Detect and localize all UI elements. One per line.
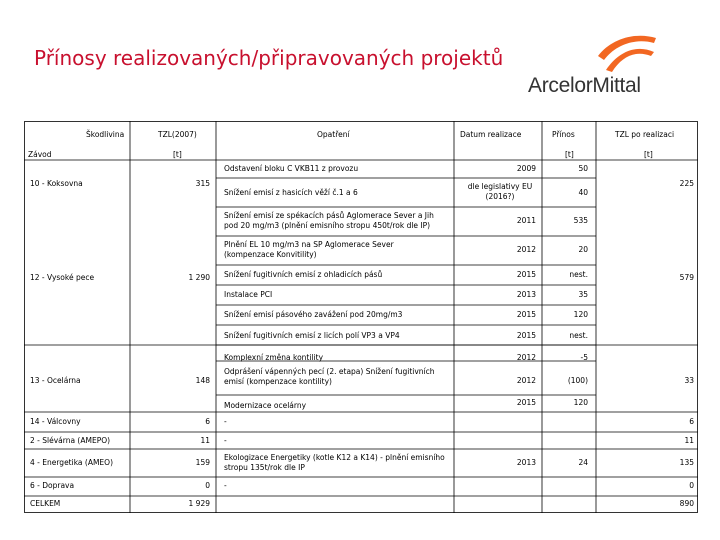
measure-date: 2015 [516,398,536,407]
measure-benefit: 120 [573,398,588,407]
measure-text: Modernizace ocelárny [224,401,307,410]
header-pollutant: Škodlivina [86,130,125,139]
plant-tzl-after: 135 [679,458,694,467]
header-measure: Opatření [317,130,350,139]
measure-date: dle legislativy EU (2016?) [467,182,533,201]
measure-benefit: 20 [578,245,588,254]
measure-date: 2013 [516,290,536,299]
measure-benefit: 535 [573,216,588,225]
measure-benefit: 24 [578,458,588,467]
measure-text: Plnění EL 10 mg/m3 na SP Aglomerace Sever (kompenzace Konvitility) [224,240,394,259]
measure-date: 2015 [516,310,536,319]
measure-text: Snížení emisí pásového zavážení pod 20mg/m3 [224,310,403,319]
header-tzl-after-unit: [t] [644,150,653,159]
logo-wordmark: ArcelorMittal [528,74,641,97]
slide-title: Přínosy realizovaných/připravovaných projektů [34,46,504,70]
measure-text: Snížení emisí ze spékacích pásů Aglomerace Sever a Jih pod 20 mg/m3 (plnění emisního stropu 450t/rok dle IP) [224,211,434,230]
plant-tzl-after: 0 [689,481,694,490]
measure-date: 2012 [516,376,536,385]
plant-tzl-after: 11 [684,436,694,445]
measure-benefit: nest. [569,270,588,279]
plant-tzl-after: 33 [684,376,694,385]
plant-tzl: 6 [205,417,210,426]
measure-benefit: nest. [569,331,588,340]
measure-text: Instalace PCI [224,290,273,299]
plant-tzl: 159 [195,458,210,467]
measure-date: 2013 [516,458,536,467]
measure-text: Ekologizace Energetiky (kotle K12 a K14) - plnění emisního stropu 135t/rok dle IP [224,453,445,472]
total-tzl-after: 890 [679,499,694,508]
arcelormittal-swoosh-icon [596,30,660,74]
arcelormittal-logo [528,30,668,102]
measure-date: 2011 [516,216,536,225]
plant-name: 6 - Doprava [30,481,75,490]
header-tzl-after: TZL po realizaci [615,130,675,139]
measure-text: - [224,417,227,426]
plant-name: 2 - Slévárna (AMEPO) [30,436,111,445]
plant-name: 12 - Vysoké pece [30,273,95,282]
plant-name: 4 - Energetika (AMEO) [30,458,113,467]
plant-tzl-after: 225 [679,179,694,188]
header-benefit-unit: [t] [565,150,574,159]
measure-benefit: -5 [580,353,588,362]
plant-tzl: 148 [195,376,210,385]
plant-name: 14 - Válcovny [30,417,81,426]
measure-date: 2012 [516,353,536,362]
header-tzl2007-unit: [t] [173,150,182,159]
plant-tzl-after: 579 [679,273,694,282]
plant-name: 13 - Ocelárna [30,376,81,385]
measure-benefit: 50 [578,164,588,173]
measure-text: Snížení fugitivních emisí z licích polí VP3 a VP4 [224,331,400,340]
measure-benefit: 120 [573,310,588,319]
measure-date: 2015 [516,331,536,340]
measure-text: Komplexní změna kontility [224,353,324,362]
measure-text: - [224,481,227,490]
header-date: Datum realizace [460,130,522,139]
plant-tzl-after: 6 [689,417,694,426]
emissions-table [24,121,698,513]
measure-date: 2012 [516,245,536,254]
plant-tzl: 1 290 [188,273,210,282]
total-tzl: 1 929 [188,499,210,508]
plant-tzl: 11 [200,436,210,445]
measure-benefit: 40 [578,188,588,197]
header-tzl2007: TZL(2007) [158,130,197,139]
measure-text: Snížení fugitivních emisí z ohladicích pásů [224,270,383,279]
measure-benefit: 35 [578,290,588,299]
measure-text: Snížení emisí z hasicích věží č.1 a 6 [224,188,358,197]
plant-name: 10 - Koksovna [30,179,83,188]
plant-tzl: 0 [205,481,210,490]
header-plant: Závod [28,150,52,159]
total-label: CELKEM [30,499,61,508]
measure-date: 2015 [516,270,536,279]
measure-date: 2009 [516,164,536,173]
header-benefit: Přínos [552,130,575,139]
measure-text: Odprášení vápenných pecí (2. etapa) Snížení fugitivních emisí (kompenzace kontility) [224,367,435,386]
measure-benefit: (100) [567,376,588,385]
plant-tzl: 315 [195,179,210,188]
measure-text: - [224,436,227,445]
measure-text: Odstavení bloku C VKB11 z provozu [224,164,359,173]
